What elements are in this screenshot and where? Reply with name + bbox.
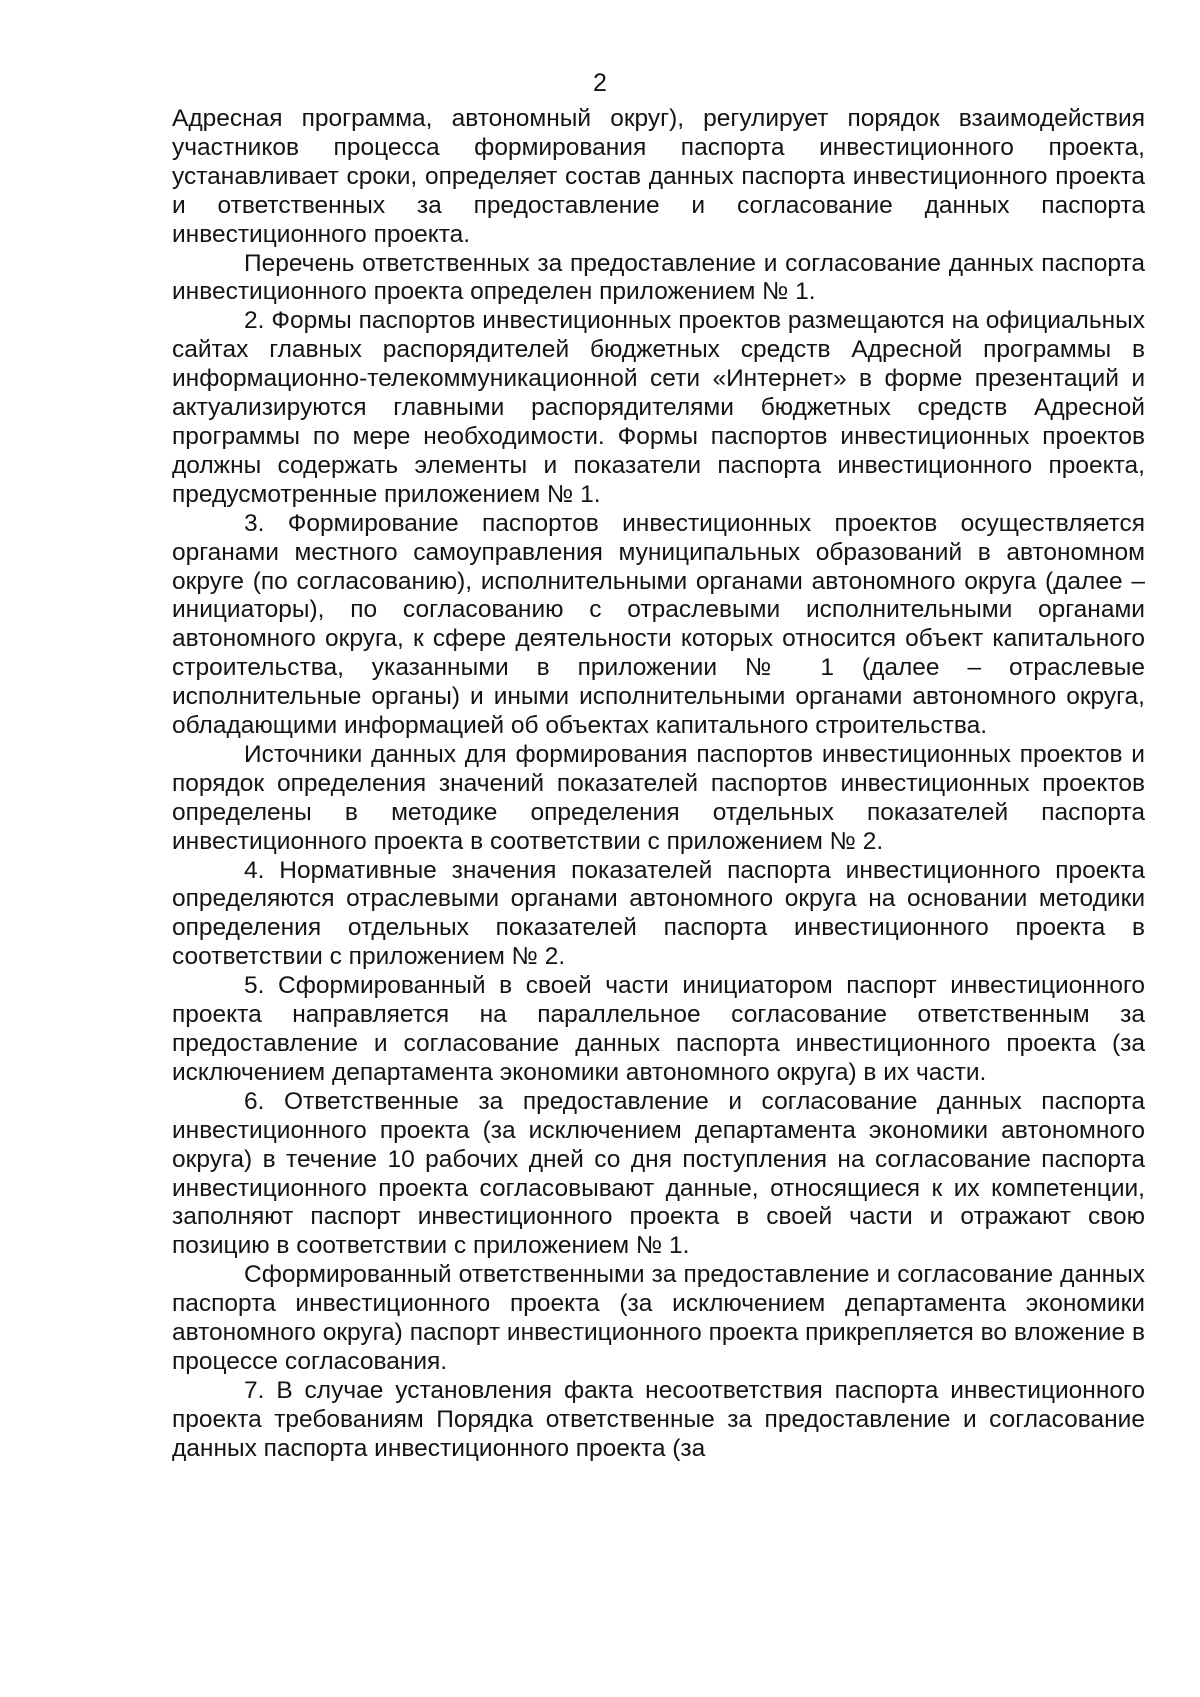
paragraph-item-3: 3. Формирование паспортов инвестиционных проектов осуществляется органами местного самоуправления муниципальных образований в автономном округе (по согласованию), исполнительными органами автономного округа (далее – инициаторы), по согласованию с отраслевыми исполнительными органами автономного округа, к сфере деятельности которых относится объект капитального строительства, указанными в приложении № 1 (далее – отраслевые исполнительные органы) и иными исполнительными органами автономного округа, обладающими информацией об объектах капитального строительства. xyxy=(172,509,1145,740)
paragraph-item-2: 2. Формы паспортов инвестиционных проектов размещаются на официальных сайтах главных распорядителей бюджетных средств Адресной программы в информационно-телекоммуникационной сети «Интернет» в форме презентаций и актуализируются главными распорядителями бюджетных средств Адресной программы по мере необходимости. Формы паспортов инвестиционных проектов должны содержать элементы и показатели паспорта инвестиционного проекта, предусмотренные приложением № 1. xyxy=(172,307,1145,508)
paragraph-formed-passport: Сформированный ответственными за предоставление и согласование данных паспорта инвестиционного проекта (за исключением департамента экономики автономного округа) паспорт инвестиционного проекта прикрепляется во вложение в процессе согласования. xyxy=(172,1261,1145,1375)
document-body xyxy=(172,105,1145,1464)
paragraph-responsible-list: Перечень ответственных за предоставление и согласование данных паспорта инвестиционного проекта определен приложением № 1. xyxy=(172,249,1145,306)
paragraph-item-4: 4. Нормативные значения показателей паспорта инвестиционного проекта определяются отраслевыми органами автономного округа на основании методики определения отдельных показателей паспорта инвестиционного проекта в соответствии с приложением № 2. xyxy=(172,856,1145,971)
paragraph-item-5: 5. Сформированный в своей части инициатором паспорт инвестиционного проекта направляется на параллельное согласование ответственным за предоставление и согласование данных паспорта инвестиционного проекта (за исключением департамента экономики автономного округа) в их части. xyxy=(172,972,1145,1086)
paragraph-item-6: 6. Ответственные за предоставление и согласование данных паспорта инвестиционного проекта (за исключением департамента экономики автономного округа) в течение 10 рабочих дней со дня поступления на согласование паспорта инвестиционного проекта согласовывают данные, относящиеся к их компетенции, заполняют паспорт инвестиционного проекта в своей части и отражают свою позицию в соответствии с приложением № 1. xyxy=(172,1087,1145,1260)
paragraph-continuation: Адресная программа, автономный округ), регулирует порядок взаимодействия участников процесса формирования паспорта инвестиционного проекта, устанавливает сроки, определяет состав данных паспорта инвестиционного проекта и ответственных за предоставление и согласование данных паспорта инвестиционного проекта. xyxy=(172,105,1145,248)
paragraph-data-sources: Источники данных для формирования паспортов инвестиционных проектов и порядок определения значений показателей паспортов инвестиционных проектов определены в методике определения отдельных показателей паспорта инвестиционного проекта в соответствии с приложением № 2. xyxy=(172,740,1145,855)
paragraph-item-7: 7. В случае установления факта несоответствия паспорта инвестиционного проекта требованиям Порядка ответственные за предоставление и согласование данных паспорта инвестиционного проекта (за xyxy=(172,1376,1145,1462)
page-number: 2 xyxy=(593,69,607,97)
